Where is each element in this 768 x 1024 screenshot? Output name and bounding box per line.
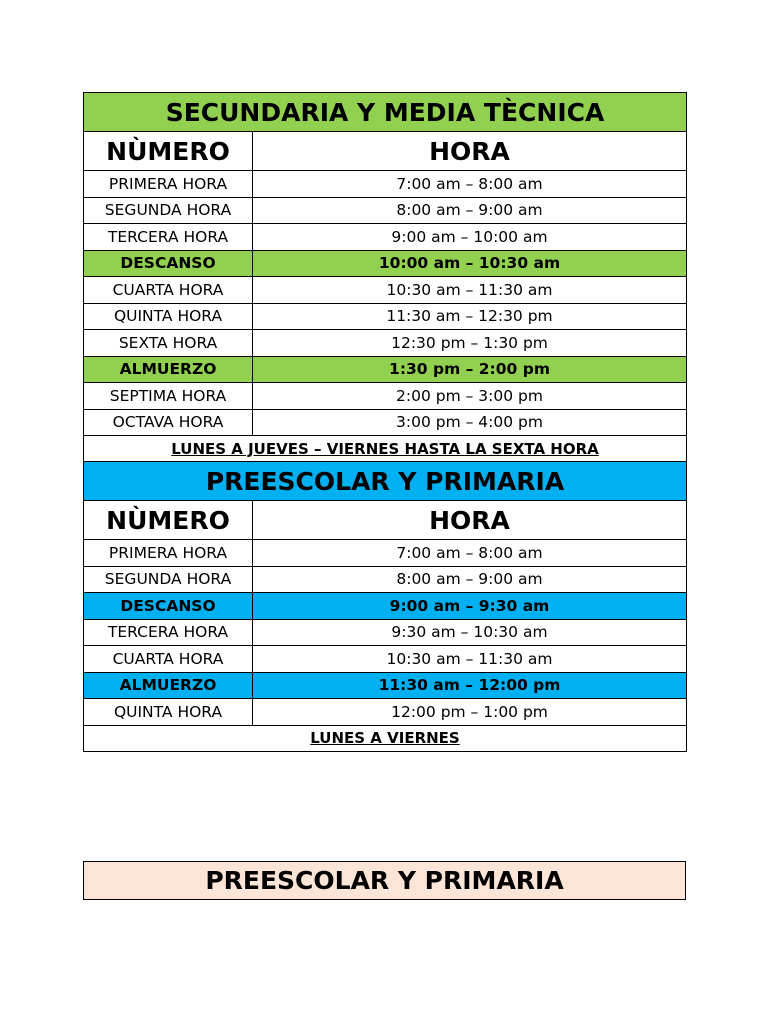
period-label: TERCERA HORA — [84, 619, 253, 646]
period-label: CUARTA HORA — [84, 646, 253, 673]
table-row — [84, 197, 687, 224]
period-time: 3:00 pm – 4:00 pm — [253, 409, 687, 436]
period-label: SEGUNDA HORA — [84, 197, 253, 224]
period-time: 2:00 pm – 3:00 pm — [253, 383, 687, 410]
period-time: 8:00 am – 9:00 am — [253, 566, 687, 593]
period-time: 7:00 am – 8:00 am — [253, 540, 687, 567]
period-label: SEPTIMA HORA — [84, 383, 253, 410]
col-header-numero: NÙMERO — [84, 132, 253, 171]
break-label: DESCANSO — [84, 593, 253, 620]
schedule-note-text: LUNES A VIERNES — [310, 729, 460, 748]
break-row — [84, 593, 687, 620]
table-row — [84, 566, 687, 593]
period-label: QUINTA HORA — [84, 303, 253, 330]
secundaria-title: SECUNDARIA Y MEDIA TÈCNICA — [84, 93, 687, 132]
period-time: 12:00 pm – 1:00 pm — [253, 699, 687, 726]
period-label: CUARTA HORA — [84, 277, 253, 304]
lunch-row — [84, 672, 687, 699]
lunch-time: 11:30 am – 12:00 pm — [253, 672, 687, 699]
period-label: PRIMERA HORA — [84, 171, 253, 198]
table-row — [84, 330, 687, 357]
period-time: 9:00 am – 10:00 am — [253, 224, 687, 251]
table-row — [84, 303, 687, 330]
lunch-time: 1:30 pm – 2:00 pm — [253, 356, 687, 383]
schedule-note-text: LUNES A JUEVES – VIERNES HASTA LA SEXTA HORA — [171, 439, 599, 458]
break-label: DESCANSO — [84, 250, 253, 277]
table-row — [84, 171, 687, 198]
col-header-hora: HORA — [253, 501, 687, 540]
period-label: SEGUNDA HORA — [84, 566, 253, 593]
table-row — [84, 646, 687, 673]
table-row — [84, 699, 687, 726]
period-label: OCTAVA HORA — [84, 409, 253, 436]
period-time: 7:00 am – 8:00 am — [253, 171, 687, 198]
lunch-label: ALMUERZO — [84, 356, 253, 383]
table-row — [84, 409, 687, 436]
period-time: 10:30 am – 11:30 am — [253, 277, 687, 304]
period-time: 9:30 am – 10:30 am — [253, 619, 687, 646]
break-time: 10:00 am – 10:30 am — [253, 250, 687, 277]
period-time: 10:30 am – 11:30 am — [253, 646, 687, 673]
table-row — [84, 383, 687, 410]
break-row — [84, 250, 687, 277]
period-label: QUINTA HORA — [84, 699, 253, 726]
table-row — [84, 619, 687, 646]
col-header-hora: HORA — [253, 132, 687, 171]
primaria-title: PREESCOLAR Y PRIMARIA — [84, 462, 687, 501]
col-header-numero: NÙMERO — [84, 501, 253, 540]
table-row — [84, 277, 687, 304]
secundaria-schedule-table — [83, 92, 687, 463]
lunch-label: ALMUERZO — [84, 672, 253, 699]
period-time: 8:00 am – 9:00 am — [253, 197, 687, 224]
schedule-note — [84, 725, 687, 752]
period-label: PRIMERA HORA — [84, 540, 253, 567]
primaria-schedule-table — [83, 461, 687, 752]
period-label: SEXTA HORA — [84, 330, 253, 357]
bottom-section-title: PREESCOLAR Y PRIMARIA — [83, 861, 686, 900]
table-row — [84, 224, 687, 251]
period-time: 12:30 pm – 1:30 pm — [253, 330, 687, 357]
period-time: 11:30 am – 12:30 pm — [253, 303, 687, 330]
lunch-row — [84, 356, 687, 383]
table-row — [84, 540, 687, 567]
break-time: 9:00 am – 9:30 am — [253, 593, 687, 620]
period-label: TERCERA HORA — [84, 224, 253, 251]
schedule-note — [84, 436, 687, 463]
